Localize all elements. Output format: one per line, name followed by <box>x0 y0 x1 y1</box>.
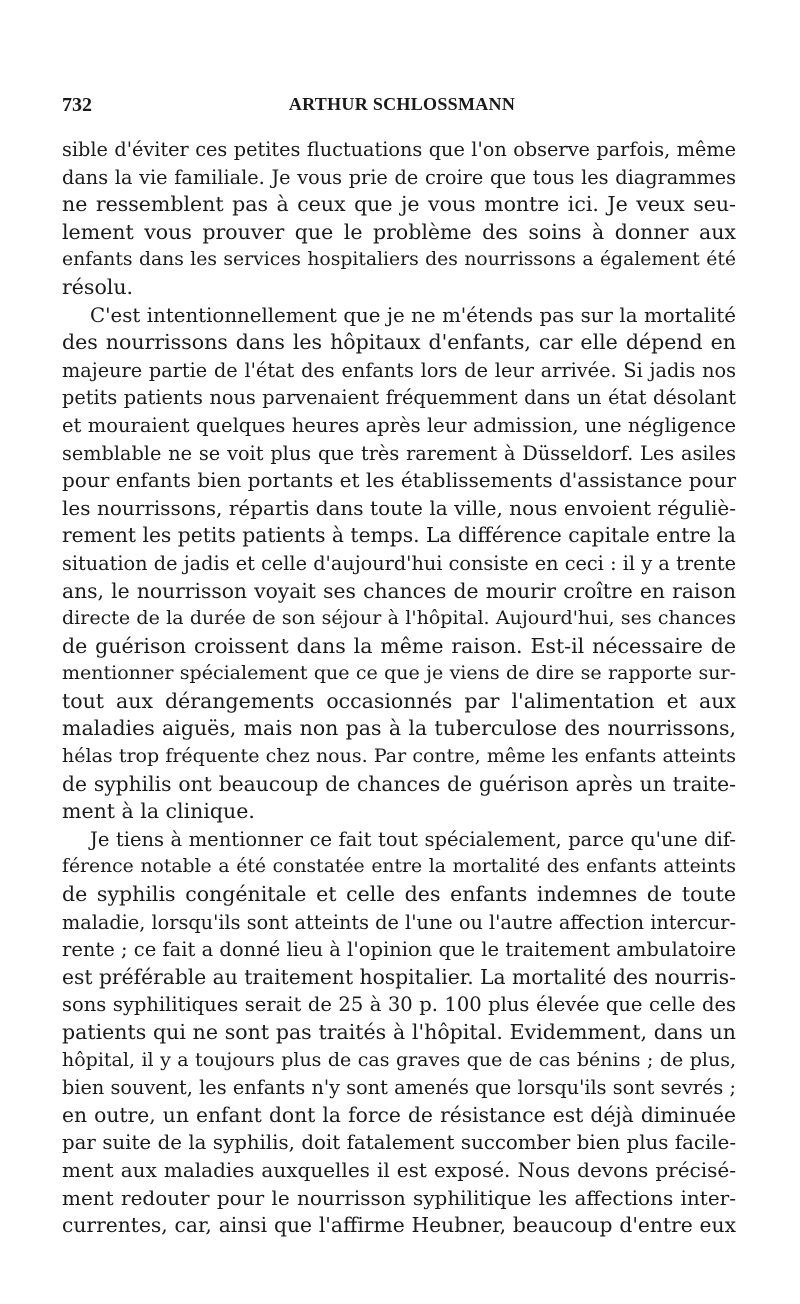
text-line: de guérison croissent dans la même raison. Est-il nécessaire de <box>62 633 736 658</box>
text-line: rement les petits patients à temps. La différence capitale entre la <box>62 523 736 548</box>
text-line: ment aux maladies auxquelles il est exposé. Nous devons précisé- <box>62 1157 736 1182</box>
text-line: de syphilis congénitale et celle des enfants indemnes de toute <box>62 882 736 907</box>
text-line: et mouraient quelques heures après leur admission, une négligence <box>62 413 736 437</box>
text-line: tout aux dérangements occasionnés par l'alimentation et aux <box>62 688 736 713</box>
text-line: hôpital, il y a toujours plus de cas graves que de cas bénins ; de plus, <box>62 1048 736 1071</box>
page-number: 732 <box>62 94 92 116</box>
paragraph-1 <box>62 136 736 302</box>
text-line: sible d'éviter ces petites fluctuations que l'on observe parfois, même <box>62 138 736 161</box>
text-line: sons syphilitiques serait de 25 à 30 p. 100 plus élevée que celle des <box>62 993 736 1017</box>
text-line: mentionner spécialement que ce que je viens de dire se rapporte sur- <box>62 662 736 685</box>
text-line: en outre, un enfant dont la force de résistance est déjà diminuée <box>62 1102 736 1127</box>
text-line: pour enfants bien portants et les établissements d'assistance pour <box>62 468 736 493</box>
running-title: ARTHUR SCHLOSSMANN <box>288 94 516 114</box>
text-line: rente ; ce fait a donné lieu à l'opinion que le traitement ambulatoire <box>62 938 736 962</box>
text-line: situation de jadis et celle d'aujourd'hui consiste en ceci : il y a trente <box>62 551 736 575</box>
text-line: petits patients nous parvenaient fréquemment dans un état désolant <box>62 386 736 410</box>
body-text <box>62 136 736 1240</box>
text-line: patients qui ne sont pas traités à l'hôpital. Evidemment, dans un <box>62 1020 736 1044</box>
text-line: résolu. <box>62 274 134 299</box>
text-line: Je tiens à mentionner ce fait tout spécialement, parce qu'une dif- <box>90 827 736 851</box>
text-line: des nourrissons dans les hôpitaux d'enfants, car elle dépend en <box>62 330 736 355</box>
text-line: bien souvent, les enfants n'y sont amenés que lorsqu'ils sont sevrés ; <box>62 1076 736 1100</box>
text-line: maladies aiguës, mais non pas à la tuberculose des nourrissons, <box>62 716 736 741</box>
text-line: hélas trop fréquente chez nous. Par contre, même les enfants atteints <box>62 745 736 768</box>
text-line: les nourrissons, répartis dans toute la ville, nous envoient réguliè- <box>62 495 736 520</box>
text-line: enfants dans les services hospitaliers des nourrissons a également été <box>62 249 736 271</box>
text-line: férence notable a été constatée entre la mortalité des enfants atteints <box>62 856 736 878</box>
text-line: est préférable au traitement hospitalier. La mortalité des nourris- <box>62 964 736 989</box>
text-line: par suite de la syphilis, doit fatalement succomber bien plus facile- <box>62 1131 736 1155</box>
text-line: maladie, lorsqu'ils sont atteints de l'une ou l'autre affection intercur- <box>62 910 736 934</box>
text-line: lement vous prouver que le problème des soins à donner aux <box>62 219 736 244</box>
text-line: majeure partie de l'état des enfants lors de leur arrivée. Si jadis nos <box>62 358 736 382</box>
text-line: ne ressemblent pas à ceux que je vous montre ici. Je veux seu- <box>62 192 736 217</box>
text-line: semblable ne se voit plus que très rarement à Düsseldorf. Les asiles <box>62 441 736 465</box>
page-header <box>62 94 742 124</box>
text-line: directe de la durée de son séjour à l'hôpital. Aujourd'hui, ses chances <box>62 607 736 630</box>
text-line: ment redouter pour le nourrisson syphilitique les affections inter- <box>62 1185 736 1210</box>
text-line: ment à la clinique. <box>62 799 255 824</box>
text-line: de syphilis ont beaucoup de chances de guérison après un traite- <box>62 771 736 796</box>
text-line: ans, le nourrisson voyait ses chances de mourir croître en raison <box>62 578 736 603</box>
paragraph-3 <box>62 826 736 1240</box>
text-line: C'est intentionnellement que je ne m'étends pas sur la mortalité <box>90 303 736 327</box>
text-line: dans la vie familiale. Je vous prie de croire que tous les diagrammes <box>62 165 736 189</box>
text-line: currentes, car, ainsi que l'affirme Heubner, beaucoup d'entre eux <box>62 1213 736 1238</box>
paragraph-2 <box>62 302 736 826</box>
